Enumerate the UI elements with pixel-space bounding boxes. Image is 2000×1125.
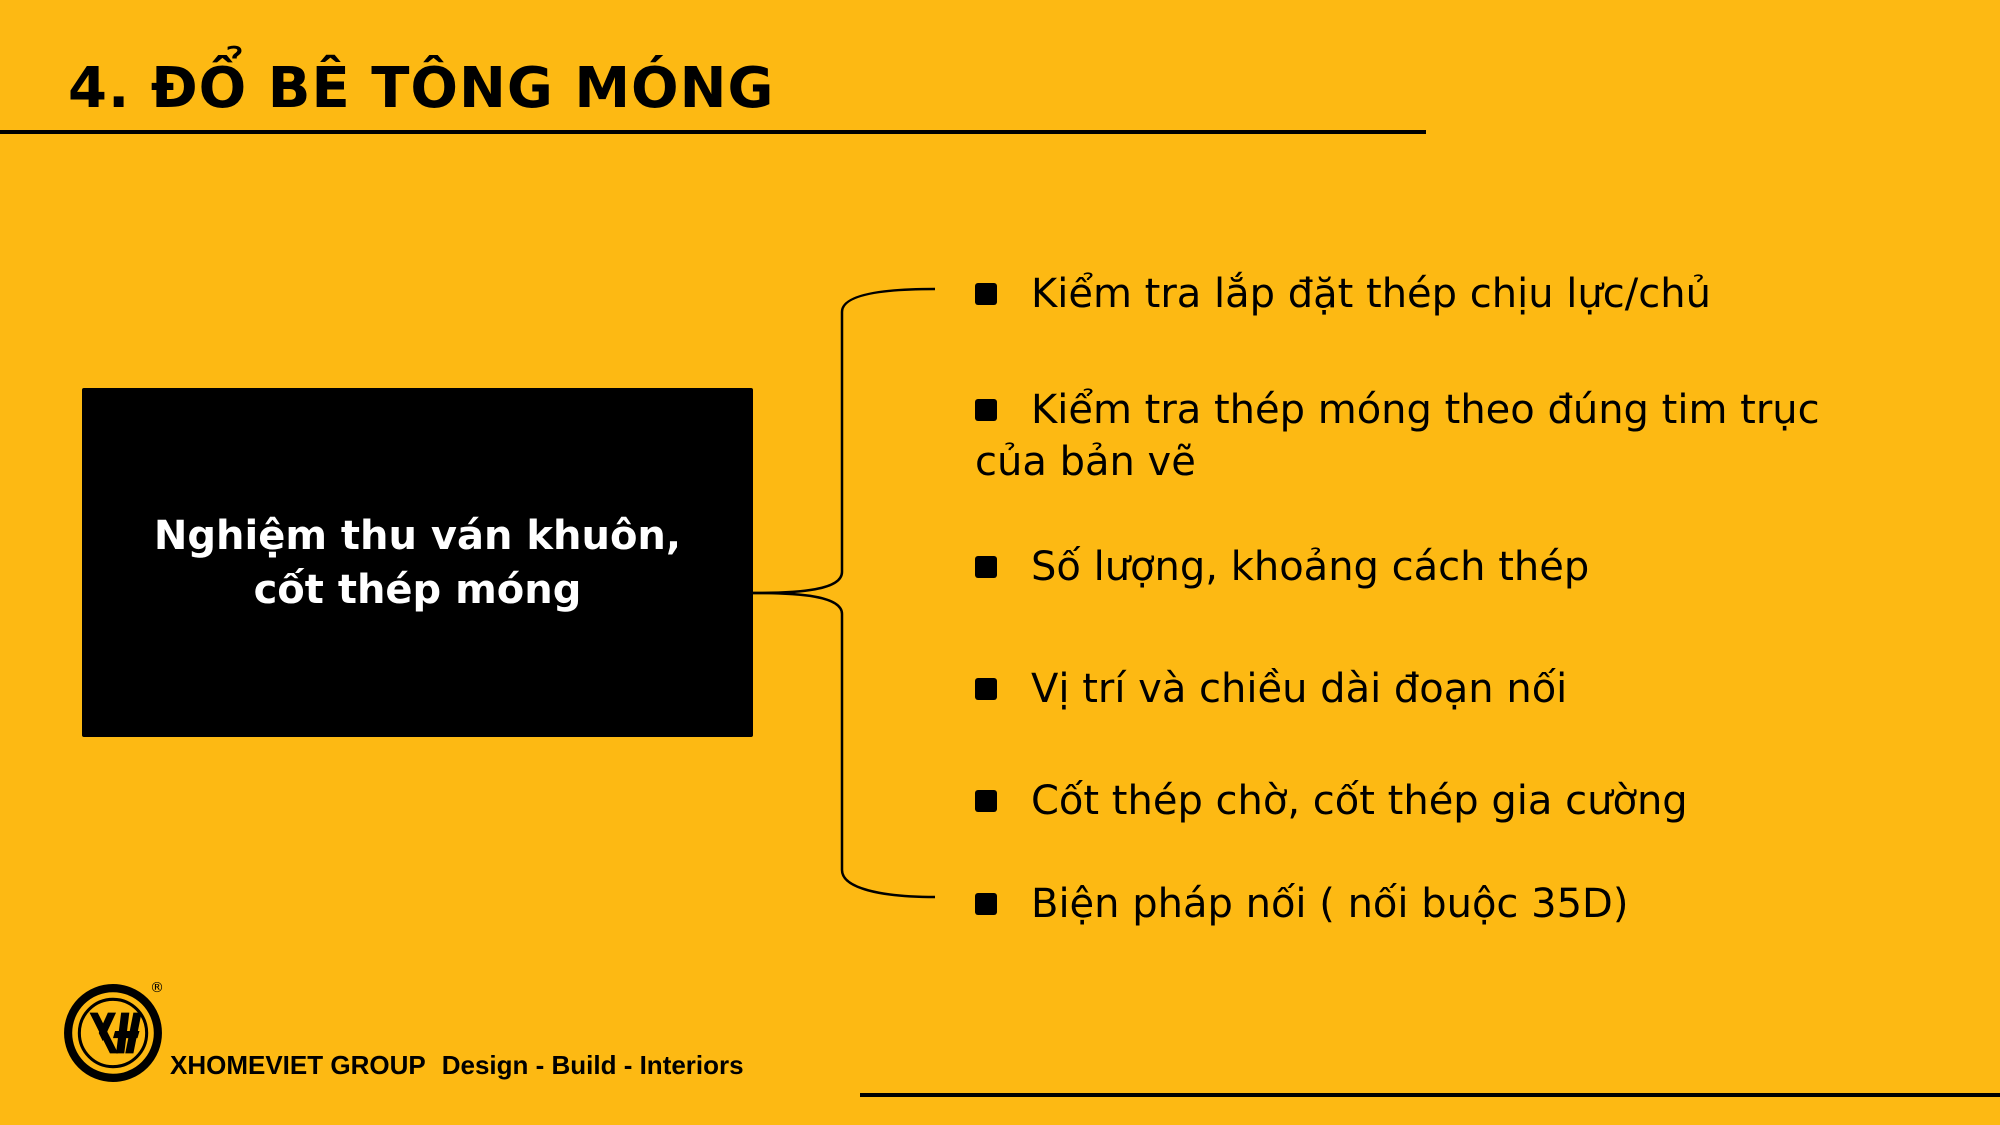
main-topic-box bbox=[82, 388, 753, 737]
xhomeviet-logo-icon bbox=[62, 982, 164, 1084]
list-item-label: Biện pháp nối ( nối buộc 35D) bbox=[1031, 881, 1629, 927]
list-item bbox=[975, 878, 1875, 930]
main-topic-label: Nghiệm thu ván khuôn, cốt thép móng bbox=[153, 512, 682, 613]
registered-mark: ® bbox=[150, 980, 164, 996]
bullet-square-icon bbox=[975, 399, 997, 421]
list-item bbox=[975, 268, 1875, 320]
list-item-label: Số lượng, khoảng cách thép bbox=[1031, 544, 1590, 590]
bullet-square-icon bbox=[975, 556, 997, 578]
bullet-square-icon bbox=[975, 893, 997, 915]
bullet-square-icon bbox=[975, 678, 997, 700]
list-item bbox=[975, 541, 1875, 593]
list-item-label: Kiểm tra lắp đặt thép chịu lực/chủ bbox=[1031, 271, 1711, 317]
footer-brand bbox=[170, 1050, 744, 1081]
bullet-square-icon bbox=[975, 790, 997, 812]
footer-rule bbox=[860, 1093, 2000, 1097]
list-item-label: Cốt thép chờ, cốt thép gia cường bbox=[1031, 778, 1688, 824]
list-item bbox=[975, 775, 1875, 827]
list-item bbox=[975, 663, 1875, 715]
list-item-label: Kiểm tra thép móng theo đúng tim trục của bản vẽ bbox=[975, 387, 1820, 485]
page-title: 4. ĐỔ BÊ TÔNG MÓNG bbox=[68, 56, 775, 121]
brand-name: XHOMEVIET GROUP bbox=[170, 1050, 426, 1080]
brand-tagline: Design - Build - Interiors bbox=[441, 1050, 744, 1080]
bullet-square-icon bbox=[975, 283, 997, 305]
list-item bbox=[975, 384, 1875, 488]
list-item-label: Vị trí và chiều dài đoạn nối bbox=[1031, 666, 1568, 712]
title-underline bbox=[0, 130, 1426, 134]
